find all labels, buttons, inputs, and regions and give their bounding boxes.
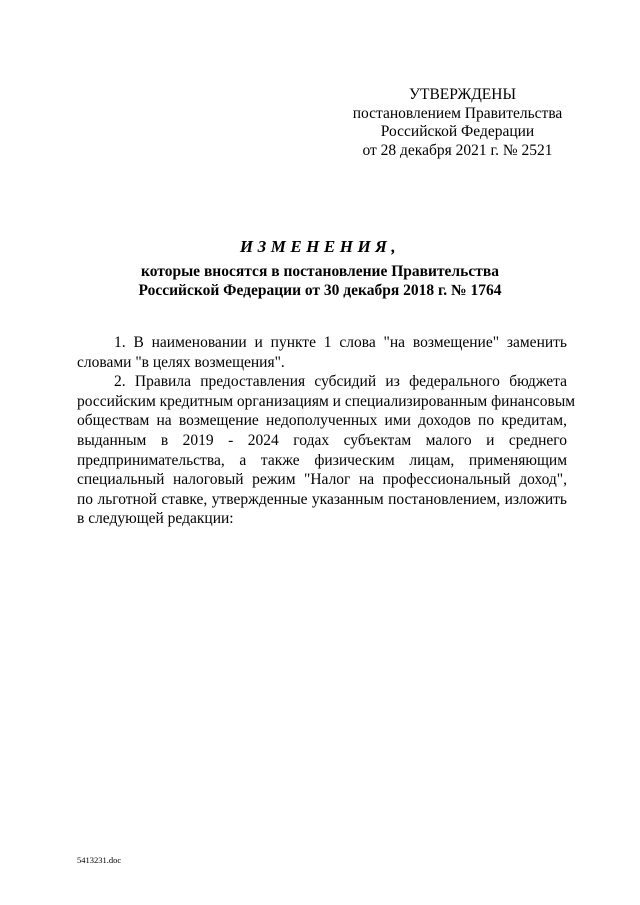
paragraph-line: предпринимательства, а также физическим лицам, применяющим	[77, 451, 567, 469]
document-body	[77, 333, 576, 529]
document-subtitle	[0, 262, 640, 300]
approval-line-2: Российской Федерации	[380, 123, 535, 140]
paragraph-line: специальный налоговый режим "Налог на профессиональный доход",	[77, 471, 567, 489]
paragraph-line: выданным в 2019 - 2024 годах субъектам малого и среднего	[77, 431, 567, 449]
paragraph-2	[77, 372, 576, 529]
paragraph-line: словами "в целях возмещения".	[77, 353, 285, 371]
paragraph-line: 2. Правила предоставления субсидий из федерального бюджета	[114, 373, 567, 391]
file-code: 5413231.doc	[77, 855, 122, 865]
paragraph-1	[77, 333, 567, 372]
paragraph-line: обществам на возмещение недополученных ими доходов по кредитам,	[77, 412, 567, 430]
paragraph-line: в следующей редакции:	[77, 510, 234, 528]
document-title: ИЗМЕНЕНИЯ,	[239, 237, 401, 256]
document-heading	[0, 236, 640, 300]
approval-stamp	[340, 86, 575, 160]
paragraph-line: российским кредитным организациям и специализированным финансовым	[77, 392, 576, 410]
approval-line-3: от 28 декабря 2021 г. № 2521	[362, 141, 553, 159]
approval-title: УТВЕРЖДЕНЫ	[409, 86, 516, 103]
subtitle-line-2: Российской Федерации от 30 декабря 2018 г. № 1764	[138, 282, 502, 299]
approval-line-1: постановлением Правительства	[352, 104, 563, 122]
paragraph-line: по льготной ставке, утвержденные указанным постановлением, изложить	[77, 490, 567, 508]
subtitle-line-1: которые вносятся в постановление Правительства	[141, 263, 499, 280]
paragraph-line: 1. В наименовании и пункте 1 слова "на возмещение" заменить	[114, 334, 567, 351]
